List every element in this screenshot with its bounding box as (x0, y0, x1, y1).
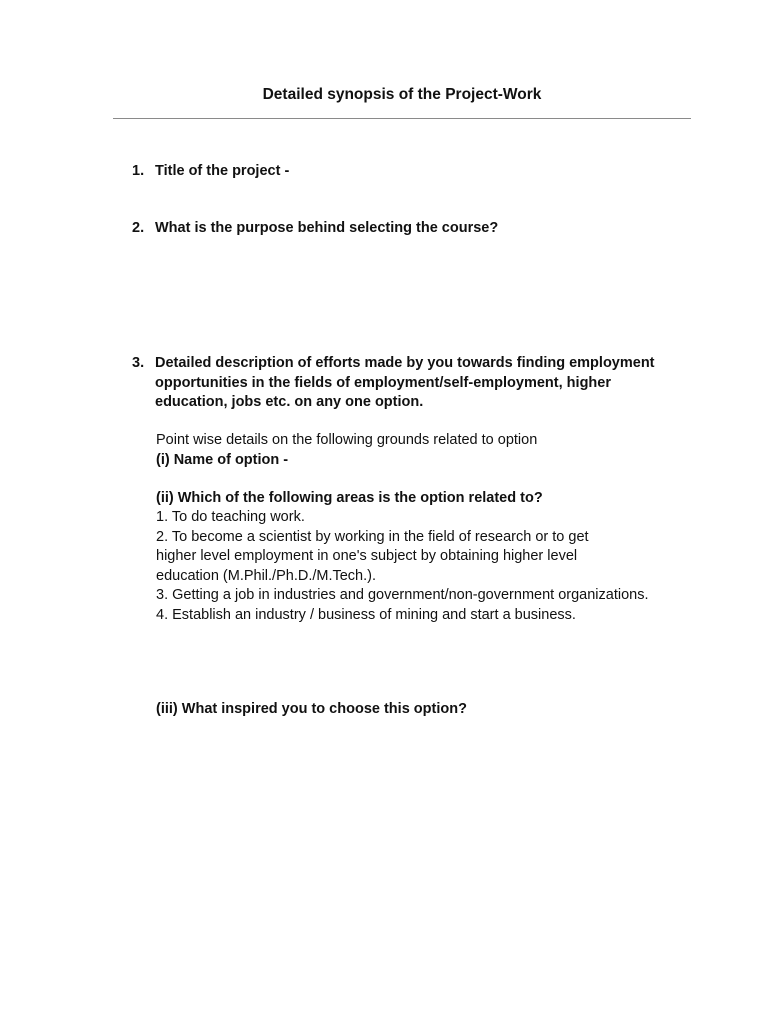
page-title: Detailed synopsis of the Project-Work (262, 86, 542, 103)
question-1 (132, 162, 712, 182)
areas-heading: (ii) Which of the following areas is the option related to? (156, 489, 543, 506)
question-2-text: What is the purpose behind selecting the course? (155, 220, 499, 236)
area-list-item: 4. Establish an industry / business of mining and start a business. (156, 606, 576, 623)
name-of-option-label: (i) Name of option - (156, 451, 289, 468)
area-list-item: 1. To do teaching work. (156, 509, 305, 525)
inspiration-question: (iii) What inspired you to choose this option? (156, 701, 467, 717)
option-intro-text: Point wise details on the following grounds related to option (156, 432, 538, 448)
question-1-number: 1. (132, 163, 145, 179)
option-details-section (156, 431, 716, 625)
area-list-item: 3. Getting a job in industries and government/non-government organizations. (156, 587, 649, 603)
area-list-item: higher level employment in one's subject by obtaining higher level (156, 548, 578, 564)
spacer (156, 470, 716, 489)
area-list-item: 2. To become a scientist by working in the field of research or to get (156, 528, 589, 545)
question-1-text: Title of the project - (155, 163, 290, 179)
question-3-line: education, jobs etc. on any one option. (155, 394, 424, 410)
question-3-number: 3. (132, 355, 145, 371)
areas-list (156, 508, 716, 625)
question-2 (132, 219, 712, 239)
question-3 (132, 354, 712, 413)
question-3-line: Detailed description of efforts made by you towards finding employment (155, 355, 655, 371)
question-3-text (132, 354, 712, 413)
question-3-line: opportunities in the fields of employment/self-employment, higher (155, 374, 611, 391)
area-list-item: education (M.Phil./Ph.D./M.Tech.). (156, 567, 376, 584)
title-divider (113, 118, 691, 119)
question-2-number: 2. (132, 220, 145, 236)
